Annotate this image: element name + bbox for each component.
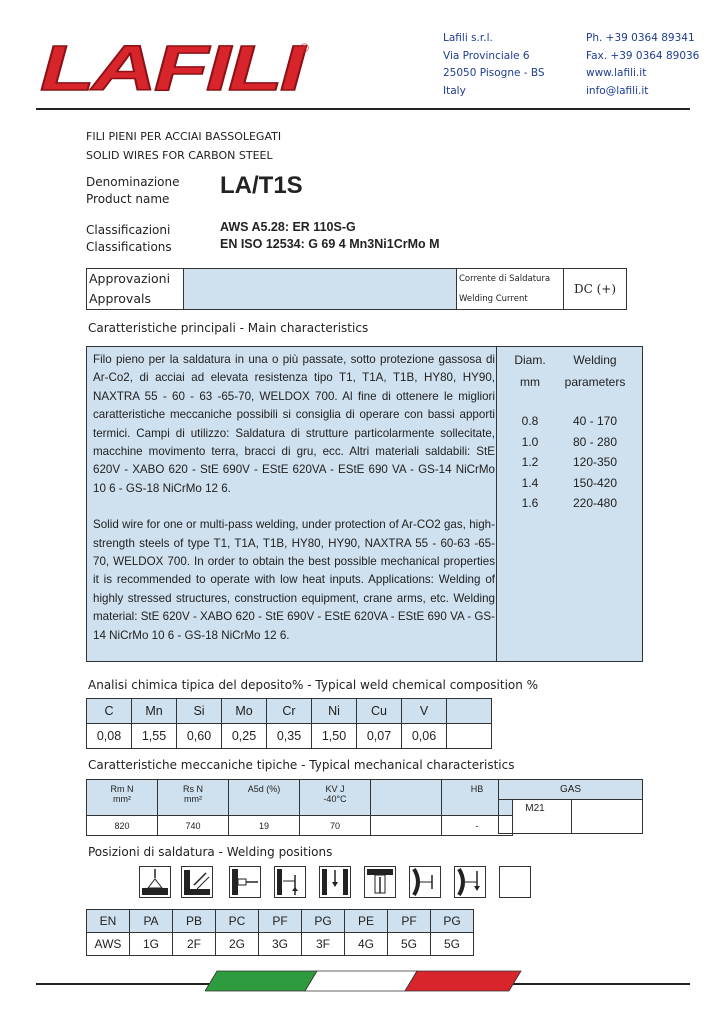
description bbox=[93, 351, 495, 663]
mech-value bbox=[371, 816, 442, 836]
product-name-label bbox=[86, 174, 180, 208]
mech-value: 70 bbox=[300, 816, 371, 836]
positions-aws-row bbox=[87, 933, 474, 956]
welding-current-value: DC (+) bbox=[564, 269, 627, 310]
positions-title: Posizioni di saldatura - Welding positions bbox=[88, 845, 333, 859]
pos-en: PC bbox=[216, 910, 259, 933]
website-link[interactable]: www.lafili.it bbox=[586, 67, 647, 79]
mechanical-table bbox=[86, 779, 513, 836]
chem-header: Cu bbox=[357, 699, 402, 724]
chemical-table bbox=[86, 698, 492, 749]
classification-aws: AWS A5.28: ER 110S-G bbox=[220, 220, 356, 234]
label-it: Corrente di Saldatura bbox=[459, 274, 551, 284]
pos-en: PG bbox=[431, 910, 474, 933]
description-en: Solid wire for one or multi-pass welding, under protection of Ar-CO2 gas, high-strength steels of type T1, T1A, T1B, HY80, HY90, NAXTRA 55 - 60-63 -65-70, WELDOX 700. In order to obtain the best possible mechanical properties it is recommended to operate with low heat inputs. Applications: Welding of highly stressed structures, construction equipment, crane arms, etc. Welding material: StE 620V - XABO 620 - StE 690V - EStE 620VA - EStE 690 VA - GS-14 NiCrMo 10 6 - GS-18 NiCrMo 12 6. bbox=[93, 518, 495, 642]
chem-value: 0,07 bbox=[357, 724, 402, 749]
chem-header: Si bbox=[177, 699, 222, 724]
mech-header: KV J -40°C bbox=[300, 780, 371, 816]
param-header: Welding bbox=[573, 353, 617, 367]
diam-value: 1.6 bbox=[521, 496, 539, 510]
positions-table bbox=[86, 909, 474, 956]
fax-text: Fax. +39 0364 89036 bbox=[586, 49, 700, 62]
horizontal-fillet-icon bbox=[181, 866, 213, 898]
chem-value: 1,50 bbox=[312, 724, 357, 749]
diam-value: 1.0 bbox=[521, 434, 539, 449]
param-value: 220-480 bbox=[572, 496, 618, 510]
chemical-title: Analisi chimica tipica del deposito% - Typical weld chemical composition % bbox=[88, 678, 539, 692]
label-en: Product name bbox=[86, 192, 170, 206]
mech-value: 19 bbox=[229, 816, 300, 836]
pos-en: PB bbox=[173, 910, 216, 933]
mechanical-value-row bbox=[87, 816, 513, 836]
logo-text: LAFILI bbox=[40, 38, 307, 100]
chem-value bbox=[447, 724, 492, 749]
chem-value: 0,35 bbox=[267, 724, 312, 749]
param-row bbox=[508, 493, 638, 514]
label-en: Approvals bbox=[89, 291, 151, 306]
pos-aws: 3F bbox=[302, 933, 345, 956]
chem-header: Ni bbox=[312, 699, 357, 724]
welding-current-label bbox=[457, 269, 564, 310]
label-it: Denominazione bbox=[86, 175, 180, 189]
mech-header bbox=[371, 780, 442, 816]
gas-table bbox=[498, 779, 643, 834]
company-contacts bbox=[586, 30, 699, 100]
pos-aws: 5G bbox=[388, 933, 431, 956]
chem-header: Mo bbox=[222, 699, 267, 724]
chemical-value-row bbox=[87, 724, 492, 749]
address-line: Italy bbox=[443, 84, 466, 97]
italian-flag-stripe bbox=[205, 970, 523, 992]
diam-value: 1.4 bbox=[521, 475, 539, 490]
classifications bbox=[220, 219, 440, 253]
pos-aws: 2G bbox=[216, 933, 259, 956]
overhead-icon bbox=[364, 866, 396, 898]
empty-position-icon bbox=[499, 866, 531, 898]
mechanical-header-row bbox=[87, 780, 513, 816]
flat-groove-icon bbox=[139, 866, 171, 898]
chem-header: C bbox=[87, 699, 132, 724]
company-logo bbox=[38, 38, 318, 98]
param-row bbox=[508, 452, 638, 473]
address-line: Lafili s.r.l. bbox=[443, 32, 493, 44]
pos-en: PG bbox=[302, 910, 345, 933]
product-category bbox=[86, 127, 281, 165]
address-line: 25050 Pisogne - BS bbox=[443, 67, 545, 79]
chem-header: Cr bbox=[267, 699, 312, 724]
address-line: Via Provinciale 6 bbox=[443, 49, 530, 62]
registered-mark: ® bbox=[300, 41, 309, 55]
classification-en: EN ISO 12534: G 69 4 Mn3Ni1CrMo M bbox=[220, 237, 440, 251]
diam-value: 1.2 bbox=[521, 455, 539, 469]
mech-header: A5d (%) bbox=[229, 780, 300, 816]
diam-value: 0.8 bbox=[521, 414, 539, 428]
param-value: 80 - 280 bbox=[572, 434, 618, 449]
vertical-down-icon bbox=[319, 866, 351, 898]
column-divider bbox=[496, 347, 497, 661]
param-unit: parameters bbox=[564, 375, 626, 389]
pos-en: PF bbox=[259, 910, 302, 933]
approvals-row bbox=[86, 268, 627, 310]
classifications-label bbox=[86, 222, 172, 256]
pos-en: PF bbox=[388, 910, 431, 933]
chem-header: Mn bbox=[132, 699, 177, 724]
positions-en-row bbox=[87, 910, 474, 933]
pos-aws: 5G bbox=[431, 933, 474, 956]
chem-value: 0,06 bbox=[402, 724, 447, 749]
mech-header: Rs N mm² bbox=[158, 780, 229, 816]
pos-aws: AWS bbox=[87, 933, 130, 956]
pos-en: PE bbox=[345, 910, 388, 933]
mech-value: - bbox=[442, 816, 513, 836]
label-en: Classifications bbox=[86, 240, 172, 254]
welding-parameters bbox=[508, 349, 638, 514]
diam-header: Diam. bbox=[514, 353, 546, 367]
pos-aws: 1G bbox=[130, 933, 173, 956]
label-en: Welding Current bbox=[459, 294, 528, 304]
chem-header bbox=[447, 699, 492, 724]
header-divider bbox=[36, 108, 690, 110]
product-name: LA/T1S bbox=[220, 172, 303, 199]
approvals-value bbox=[184, 269, 457, 310]
chem-value: 1,55 bbox=[132, 724, 177, 749]
description-it: Filo pieno per la saldatura in una o più passate, sotto protezione gassosa di Ar-Co2, di acciai ad elevata resistenza tipo T1, T1A, T1B, HY80, HY90, NAXTRA 55 - 60 - 63 -65-70, WELDOX 700. Al fine di ottenere le migliori caratteristiche meccaniche possibili si consiglia di operare con bassi apporti termici. Campi di utilizzo: Saldatura di strutture particolarmente sollecitate, macchine movimento terra, bracci di gru, ecc. Altri materiali saldabili: StE 620V - XABO 620 - StE 690V - EStE 620VA - EStE 690 VA - GS-14 NiCrMo 10 6 - GS-18 NiCrMo 12 6. bbox=[93, 353, 495, 495]
param-row bbox=[508, 411, 638, 432]
approvals-label bbox=[87, 269, 184, 310]
gas-header: GAS bbox=[499, 780, 643, 800]
main-characteristics-box bbox=[86, 346, 643, 662]
email-link[interactable]: info@lafili.it bbox=[586, 84, 649, 97]
pos-en: PA bbox=[130, 910, 173, 933]
category-en: SOLID WIRES FOR CARBON STEEL bbox=[86, 149, 273, 162]
param-value: 120-350 bbox=[572, 455, 618, 469]
mech-value: 820 bbox=[87, 816, 158, 836]
pos-aws: 4G bbox=[345, 933, 388, 956]
label-it: Classificazioni bbox=[86, 223, 171, 237]
company-address bbox=[443, 30, 545, 100]
pos-aws: 2F bbox=[173, 933, 216, 956]
chem-header: V bbox=[402, 699, 447, 724]
phone-text: Ph. +39 0364 89341 bbox=[586, 32, 695, 44]
category-it: FILI PIENI PER ACCIAI BASSOLEGATI bbox=[86, 130, 282, 143]
chem-value: 0,08 bbox=[87, 724, 132, 749]
param-value: 40 - 170 bbox=[572, 414, 618, 428]
label-it: Approvazioni bbox=[89, 271, 171, 286]
main-characteristics-title: Caratteristiche principali - Main characteristics bbox=[88, 321, 369, 335]
mech-header: HB bbox=[442, 780, 513, 816]
horizontal-groove-icon bbox=[229, 866, 261, 898]
gas-value: M21 bbox=[499, 800, 572, 834]
pipe-vertical-down-icon bbox=[454, 866, 486, 898]
chem-value: 0,60 bbox=[177, 724, 222, 749]
mechanical-title: Caratteristiche meccaniche tipiche - Typical mechanical characteristics bbox=[88, 758, 515, 772]
param-value: 150-420 bbox=[572, 475, 618, 490]
chem-value: 0,25 bbox=[222, 724, 267, 749]
pos-en: EN bbox=[87, 910, 130, 933]
chemical-header-row bbox=[87, 699, 492, 724]
param-row bbox=[508, 473, 638, 494]
mech-header: Rm N mm² bbox=[87, 780, 158, 816]
param-row bbox=[508, 432, 638, 453]
gas-empty bbox=[572, 800, 643, 834]
mech-value: 740 bbox=[158, 816, 229, 836]
diam-unit: mm bbox=[520, 375, 540, 389]
pos-aws: 3G bbox=[259, 933, 302, 956]
pipe-fixed-icon bbox=[409, 866, 441, 898]
vertical-up-icon bbox=[274, 866, 306, 898]
